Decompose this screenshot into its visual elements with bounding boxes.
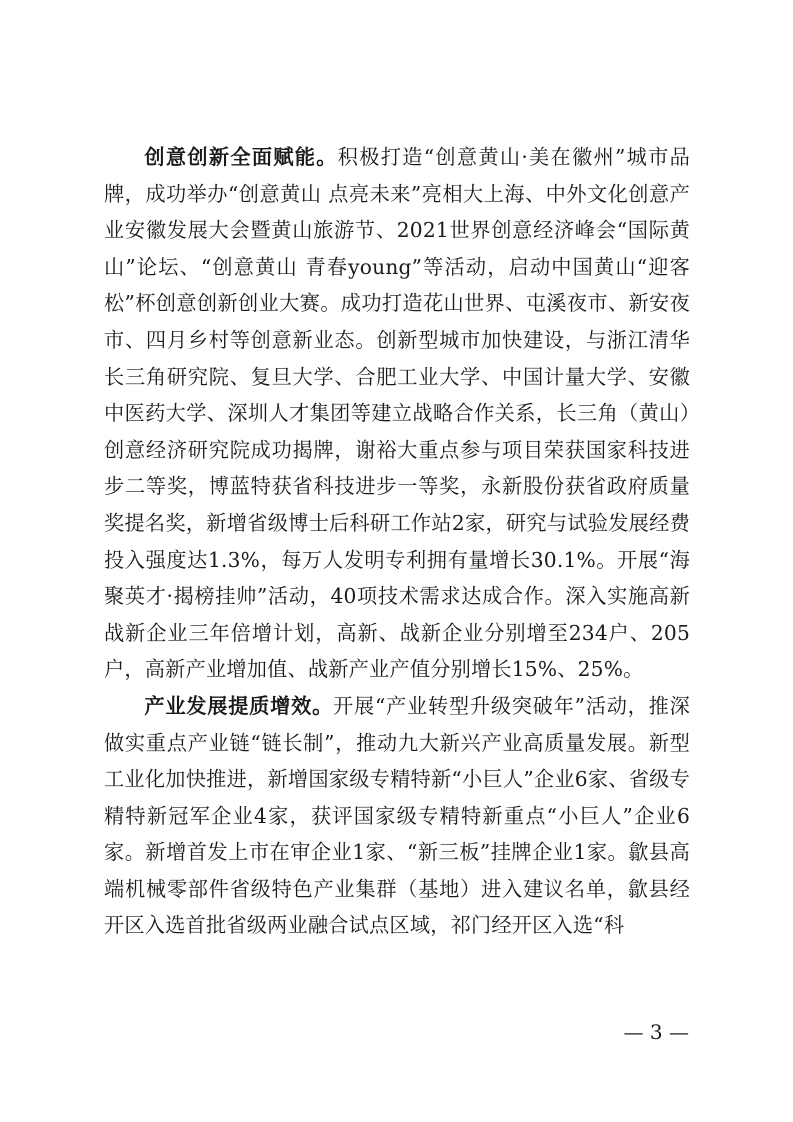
paragraph-lead: 创意创新全面赋能。: [144, 145, 338, 169]
paragraph-lead: 产业发展提质增效。: [144, 693, 334, 718]
body-text: [104, 139, 690, 944]
page-number: — 3 —: [623, 1020, 689, 1044]
paragraph-text: 积极打造“创意黄山·美在徽州”城市品牌，成功举办“创意黄山 点亮未来”亮相大上海、中外文化创意产业安徽发展大会暨黄山旅游节、2021世界创意经济峰会“国际黄山”论坛、“创意黄山 青春young”等活动，启动中国黄山“迎客松”杯创意创新创业大赛。成功打造花山世界、屯溪夜市、新安夜市、四月乡村等创意新业态。创新型城市加快建设，与浙江清华长三角研究院、复旦大学、合肥工业大学、中国计量大学、安徽中医药大学、深圳人才集团等建立战略合作关系，长三角（黄山）创意经济研究院成功揭牌，谢裕大重点参与项目荣获国家科技进步二等奖，博蓝特获省科技进步一等奖，永新股份获省政府质量奖提名奖，新增省级博士后科研工作站2家，研究与试验发展经费投入强度达1.3%，每万人发明专利拥有量增长30.1%。开展“海聚英才·揭榜挂帅”活动，40项技术需求达成合作。深入实施高新战新企业三年倍增计划，高新、战新企业分别增至234户、205户，高新产业增加值、战新产业产值分别增长15%、25%。: [104, 145, 690, 682]
paragraph-text: 开展“产业转型升级突破年”活动，推深做实重点产业链“链长制”，推动九大新兴产业高质量发展。新型工业化加快推进，新增国家级专精特新“小巨人”企业6家、省级专精特新冠军企业4家，获评国家级专精特新重点“小巨人”企业6家。新增首发上市在审企业1家、“新三板”挂牌企业1家。歙县高端机械零部件省级特色产业集群（基地）进入建议名单，歙县经开区入选首批省级两业融合试点区域，祁门经开区入选“科: [104, 693, 690, 938]
paragraph-industry: [104, 688, 690, 944]
paragraph-innovation: [104, 139, 690, 688]
